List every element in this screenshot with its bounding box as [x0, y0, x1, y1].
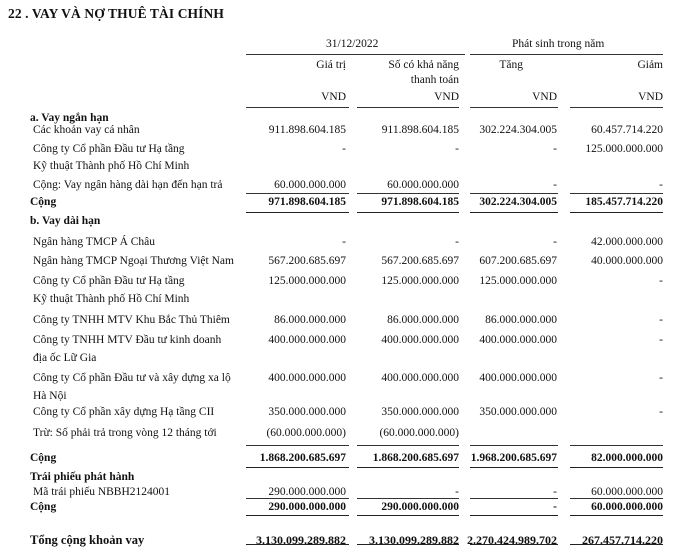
row-label: Các khoản vay cá nhân — [33, 124, 140, 136]
table-rule — [357, 544, 459, 545]
cell-v1: 290.000.000.000 — [268, 486, 346, 498]
cell-v2: 1.868.200.685.697 — [372, 452, 459, 464]
unit-increase: VND — [532, 91, 557, 103]
cell-v3: 125.000.000.000 — [479, 275, 557, 287]
header-rule-left — [246, 54, 465, 55]
cell-v3: - — [553, 236, 557, 248]
cell-v1: 3.130.099.289.882 — [256, 533, 346, 547]
cell-v4: 40.000.000.000 — [591, 255, 663, 267]
row-label: Cộng — [30, 452, 57, 464]
cell-v3: - — [553, 179, 557, 191]
cell-v3: 1.968.200.685.697 — [470, 452, 557, 464]
cell-v2: 400.000.000.000 — [381, 372, 459, 384]
cell-v1: 971.898.604.185 — [268, 196, 346, 208]
cell-v1: 567.200.685.697 — [268, 255, 346, 267]
cell-v3: - — [553, 143, 557, 155]
cell-v1: 1.868.200.685.697 — [259, 452, 346, 464]
cell-v3: - — [553, 486, 557, 498]
cell-v2: - — [455, 486, 459, 498]
cell-v4: 60.000.000.000 — [591, 501, 663, 513]
table-rule — [570, 467, 663, 468]
row-label-cont: địa ốc Lữ Gia — [33, 352, 97, 364]
cell-v1: - — [342, 143, 346, 155]
cell-v4: 125.000.000.000 — [585, 143, 663, 155]
cell-v1: 290.000.000.000 — [268, 501, 346, 513]
cell-v2: 3.130.099.289.882 — [369, 533, 459, 547]
row-label: Trừ: Số phải trả trong vòng 12 tháng tới — [33, 427, 217, 439]
unit-rule-4 — [570, 107, 663, 108]
cell-v3: 400.000.000.000 — [479, 372, 557, 384]
table-rule — [246, 498, 349, 499]
cell-v3: 302.224.304.005 — [479, 124, 557, 136]
row-label: Cộng — [30, 501, 57, 513]
cell-v2: 350.000.000.000 — [381, 406, 459, 418]
cell-v4: - — [659, 275, 663, 287]
row-label: b. Vay dài hạn — [30, 215, 101, 227]
table-rule — [470, 544, 558, 545]
cell-v3: 400.000.000.000 — [479, 334, 557, 346]
cell-v1: 400.000.000.000 — [268, 334, 346, 346]
row-label: Tổng cộng khoản vay — [30, 533, 145, 547]
row-label: Mã trái phiếu NBBH2124001 — [33, 486, 171, 498]
cell-v4: 42.000.000.000 — [591, 236, 663, 248]
table-rule — [570, 515, 663, 516]
row-label-cont: Kỹ thuật Thành phố Hồ Chí Minh — [33, 160, 190, 172]
cell-v2: 971.898.604.185 — [381, 196, 459, 208]
header-repay-2: thanh toán — [410, 74, 459, 86]
cell-v2: 86.000.000.000 — [387, 314, 459, 326]
section-title: 22 . VAY VÀ NỢ THUÊ TÀI CHÍNH — [8, 6, 224, 21]
unit-rule-3 — [470, 107, 558, 108]
table-rule — [470, 467, 558, 468]
table-rule — [246, 544, 349, 545]
row-label: Công ty Cổ phần xây dựng Hạ tầng CII — [33, 406, 215, 418]
row-label: Ngân hàng TMCP Á Châu — [33, 236, 156, 248]
cell-v1: (60.000.000.000) — [266, 427, 346, 439]
table-rule — [357, 498, 459, 499]
cell-v4: 60.000.000.000 — [591, 486, 663, 498]
table-rule — [357, 467, 459, 468]
table-rule — [470, 498, 558, 499]
cell-v3: 2.270.424.989.702 — [467, 533, 557, 547]
table-rule — [470, 212, 558, 213]
table-rule — [470, 515, 558, 516]
cell-v2: 60.000.000.000 — [387, 179, 459, 191]
cell-v3: - — [553, 501, 557, 513]
row-label: Công ty Cổ phần Đầu tư Hạ tầng — [33, 143, 185, 155]
row-label: Công ty Cổ phần Đầu tư và xây dựng xa lộ — [33, 372, 231, 384]
table-rule — [357, 193, 459, 194]
table-rule — [570, 498, 663, 499]
cell-v1: 60.000.000.000 — [274, 179, 346, 191]
cell-v4: - — [659, 372, 663, 384]
header-decrease: Giảm — [637, 59, 663, 71]
cell-v1: 400.000.000.000 — [268, 372, 346, 384]
row-label: a. Vay ngắn hạn — [30, 112, 109, 124]
unit-repay: VND — [434, 91, 459, 103]
cell-v3: 86.000.000.000 — [485, 314, 557, 326]
cell-v4: - — [659, 314, 663, 326]
row-label-cont: Hà Nội — [33, 390, 67, 402]
cell-v4: 82.000.000.000 — [591, 452, 663, 464]
table-rule — [570, 212, 663, 213]
table-rule — [357, 515, 459, 516]
cell-v2: (60.000.000.000) — [379, 427, 459, 439]
cell-v4: - — [659, 179, 663, 191]
header-rule-right — [470, 54, 663, 55]
table-rule — [357, 445, 459, 446]
header-in-year: Phát sinh trong năm — [512, 38, 605, 50]
table-rule — [470, 193, 558, 194]
table-rule — [246, 445, 349, 446]
cell-v4: 60.457.714.220 — [591, 124, 663, 136]
table-rule — [246, 193, 349, 194]
cell-v1: 125.000.000.000 — [268, 275, 346, 287]
cell-v3: 607.200.685.697 — [479, 255, 557, 267]
cell-v2: 400.000.000.000 — [381, 334, 459, 346]
row-label: Công ty TNHH MTV Khu Bắc Thủ Thiêm — [33, 314, 230, 326]
table-rule — [357, 212, 459, 213]
cell-v2: - — [455, 236, 459, 248]
cell-v1: 86.000.000.000 — [274, 314, 346, 326]
table-rule — [570, 544, 663, 545]
table-rule — [246, 515, 349, 516]
cell-v3: 350.000.000.000 — [479, 406, 557, 418]
table-rule — [470, 445, 558, 446]
unit-decrease: VND — [638, 91, 663, 103]
header-value: Giá trị — [316, 59, 346, 71]
cell-v2: 911.898.604.185 — [381, 124, 459, 136]
row-label: Trái phiếu phát hành — [30, 471, 135, 483]
unit-rule-1 — [246, 107, 349, 108]
cell-v4: 185.457.714.220 — [585, 196, 663, 208]
header-increase: Tăng — [499, 59, 523, 71]
unit-rule-2 — [357, 107, 459, 108]
cell-v1: 350.000.000.000 — [268, 406, 346, 418]
row-label: Ngân hàng TMCP Ngoại Thương Việt Nam — [33, 255, 234, 267]
cell-v3: 302.224.304.005 — [479, 196, 557, 208]
cell-v2: 125.000.000.000 — [381, 275, 459, 287]
row-label-cont: Kỹ thuật Thành phố Hồ Chí Minh — [33, 293, 190, 305]
row-label: Cộng: Vay ngân hàng dài hạn đến hạn trả — [33, 179, 223, 191]
header-repay-1: Số có khả năng — [388, 59, 459, 71]
cell-v2: 290.000.000.000 — [381, 501, 459, 513]
row-label: Công ty TNHH MTV Đầu tư kinh doanh — [33, 334, 222, 346]
cell-v4: - — [659, 334, 663, 346]
header-period-end: 31/12/2022 — [326, 38, 379, 50]
table-rule — [246, 212, 349, 213]
row-label: Cộng — [30, 196, 57, 208]
table-rule — [570, 445, 663, 446]
cell-v1: - — [342, 236, 346, 248]
cell-v2: - — [455, 143, 459, 155]
cell-v1: 911.898.604.185 — [268, 124, 346, 136]
cell-v4: - — [659, 406, 663, 418]
table-rule — [246, 467, 349, 468]
table-rule — [570, 193, 663, 194]
row-label: Công ty Cổ phần Đầu tư Hạ tầng — [33, 275, 185, 287]
cell-v2: 567.200.685.697 — [381, 255, 459, 267]
cell-v4: 267.457.714.220 — [582, 533, 663, 547]
unit-value: VND — [321, 91, 346, 103]
